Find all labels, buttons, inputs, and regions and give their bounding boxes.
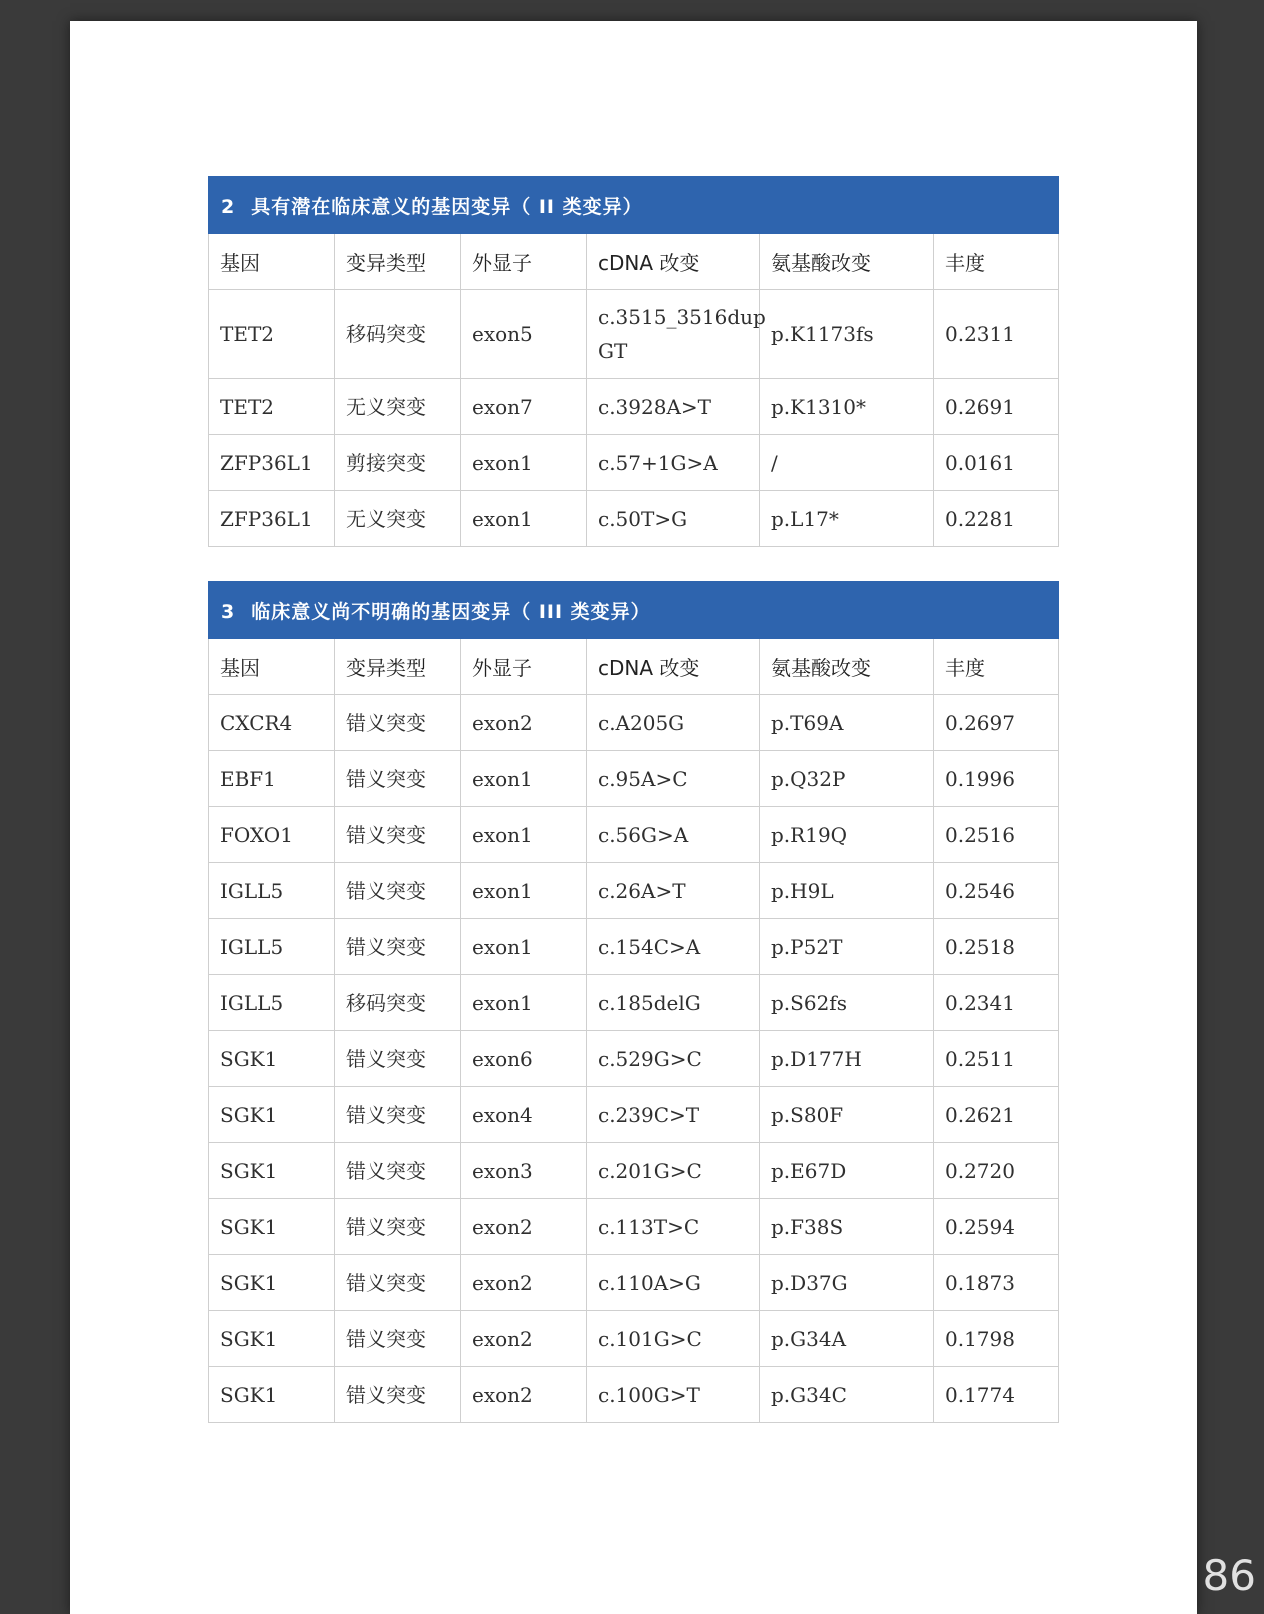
exon-cell: exon7 <box>461 379 587 435</box>
exon-cell: exon5 <box>461 290 587 379</box>
gene-cell: SGK1 <box>209 1087 335 1143</box>
table-row <box>209 379 1059 435</box>
abundance-cell: 0.2518 <box>934 919 1059 975</box>
watermark: 86 <box>1202 1551 1256 1600</box>
amino-acid-change-cell: p.G34A <box>760 1311 934 1367</box>
cdna-change-cell: c.100G>T <box>587 1367 760 1423</box>
table-body <box>209 695 1059 1423</box>
table-row <box>209 863 1059 919</box>
amino-acid-change-cell: p.T69A <box>760 695 934 751</box>
gene-cell: ZFP36L1 <box>209 435 335 491</box>
amino-acid-change-cell: p.S80F <box>760 1087 934 1143</box>
cdna-change-cell: c.113T>C <box>587 1199 760 1255</box>
amino-acid-change-cell: p.L17* <box>760 491 934 547</box>
amino-acid-change-cell: p.P52T <box>760 919 934 975</box>
exon-cell: exon1 <box>461 975 587 1031</box>
variant-type-cell: 错义突变 <box>335 1255 461 1311</box>
header-cdna-change: cDNA 改变 <box>587 639 760 695</box>
cdna-change-cell: c.26A>T <box>587 863 760 919</box>
amino-acid-change-cell: p.Q32P <box>760 751 934 807</box>
cdna-change-cell: c.56G>A <box>587 807 760 863</box>
variant-type-cell: 错义突变 <box>335 695 461 751</box>
header-cdna-change: cDNA 改变 <box>587 234 760 290</box>
abundance-cell: 0.2720 <box>934 1143 1059 1199</box>
header-abundance: 丰度 <box>934 234 1059 290</box>
table-row <box>209 1087 1059 1143</box>
gene-cell: FOXO1 <box>209 807 335 863</box>
header-exon: 外显子 <box>461 234 587 290</box>
variant-type-cell: 错义突变 <box>335 1367 461 1423</box>
gene-cell: SGK1 <box>209 1143 335 1199</box>
column-header-row <box>209 639 1059 695</box>
amino-acid-change-cell: p.F38S <box>760 1199 934 1255</box>
abundance-cell: 0.2341 <box>934 975 1059 1031</box>
header-variant-type: 变异类型 <box>335 234 461 290</box>
header-exon: 外显子 <box>461 639 587 695</box>
table-row <box>209 1311 1059 1367</box>
table-row <box>209 1031 1059 1087</box>
cdna-change-cell: c.185delG <box>587 975 760 1031</box>
abundance-cell: 0.2281 <box>934 491 1059 547</box>
exon-cell: exon6 <box>461 1031 587 1087</box>
gene-cell: SGK1 <box>209 1311 335 1367</box>
variant-type-cell: 剪接突变 <box>335 435 461 491</box>
document-page <box>70 21 1197 1614</box>
cdna-change-cell: c.3928A>T <box>587 379 760 435</box>
gene-cell: IGLL5 <box>209 975 335 1031</box>
amino-acid-change-cell: p.D37G <box>760 1255 934 1311</box>
abundance-cell: 0.2546 <box>934 863 1059 919</box>
section-number: 2 <box>221 195 236 218</box>
gene-cell: ZFP36L1 <box>209 491 335 547</box>
exon-cell: exon2 <box>461 1255 587 1311</box>
abundance-cell: 0.1798 <box>934 1311 1059 1367</box>
table-row <box>209 1367 1059 1423</box>
exon-cell: exon2 <box>461 695 587 751</box>
gene-cell: SGK1 <box>209 1367 335 1423</box>
amino-acid-change-cell: p.E67D <box>760 1143 934 1199</box>
cdna-change-cell: c.101G>C <box>587 1311 760 1367</box>
header-variant-type: 变异类型 <box>335 639 461 695</box>
amino-acid-change-cell: p.S62fs <box>760 975 934 1031</box>
header-gene: 基因 <box>209 234 335 290</box>
abundance-cell: 0.2621 <box>934 1087 1059 1143</box>
amino-acid-change-cell: p.H9L <box>760 863 934 919</box>
exon-cell: exon1 <box>461 435 587 491</box>
table-row <box>209 1143 1059 1199</box>
cdna-change-cell: c.3515_3516dup GT <box>587 290 760 379</box>
section-title <box>209 177 1059 234</box>
gene-cell: TET2 <box>209 379 335 435</box>
class-ii-variants-table <box>208 176 1059 547</box>
abundance-cell: 0.2697 <box>934 695 1059 751</box>
abundance-cell: 0.0161 <box>934 435 1059 491</box>
abundance-cell: 0.2594 <box>934 1199 1059 1255</box>
table-row <box>209 919 1059 975</box>
abundance-cell: 0.2691 <box>934 379 1059 435</box>
exon-cell: exon1 <box>461 919 587 975</box>
variant-type-cell: 错义突变 <box>335 751 461 807</box>
cdna-change-cell: c.154C>A <box>587 919 760 975</box>
gene-cell: SGK1 <box>209 1031 335 1087</box>
exon-cell: exon2 <box>461 1199 587 1255</box>
variant-type-cell: 无义突变 <box>335 491 461 547</box>
variant-type-cell: 移码突变 <box>335 290 461 379</box>
cdna-change-cell: c.529G>C <box>587 1031 760 1087</box>
exon-cell: exon1 <box>461 491 587 547</box>
table-row <box>209 807 1059 863</box>
exon-cell: exon3 <box>461 1143 587 1199</box>
cdna-change-cell: c.239C>T <box>587 1087 760 1143</box>
gene-cell: SGK1 <box>209 1255 335 1311</box>
column-header-row <box>209 234 1059 290</box>
table-row <box>209 1255 1059 1311</box>
table-row <box>209 975 1059 1031</box>
exon-cell: exon1 <box>461 807 587 863</box>
header-amino-acid-change: 氨基酸改变 <box>760 234 934 290</box>
abundance-cell: 0.1996 <box>934 751 1059 807</box>
section-title-text: 临床意义尚不明确的基因变异（ III 类变异） <box>251 600 651 623</box>
table-row <box>209 290 1059 379</box>
variant-type-cell: 移码突变 <box>335 975 461 1031</box>
cdna-change-cell: c.110A>G <box>587 1255 760 1311</box>
variant-type-cell: 无义突变 <box>335 379 461 435</box>
section-title-row <box>209 177 1059 234</box>
amino-acid-change-cell: p.K1173fs <box>760 290 934 379</box>
cdna-change-cell: c.201G>C <box>587 1143 760 1199</box>
variant-type-cell: 错义突变 <box>335 919 461 975</box>
header-gene: 基因 <box>209 639 335 695</box>
variant-type-cell: 错义突变 <box>335 1087 461 1143</box>
abundance-cell: 0.2511 <box>934 1031 1059 1087</box>
amino-acid-change-cell: p.D177H <box>760 1031 934 1087</box>
table-body <box>209 290 1059 547</box>
table-row <box>209 491 1059 547</box>
variant-type-cell: 错义突变 <box>335 1031 461 1087</box>
gene-cell: CXCR4 <box>209 695 335 751</box>
header-abundance: 丰度 <box>934 639 1059 695</box>
table-row <box>209 751 1059 807</box>
variant-type-cell: 错义突变 <box>335 1311 461 1367</box>
section-title-row <box>209 582 1059 639</box>
cdna-change-cell: c.57+1G>A <box>587 435 760 491</box>
cdna-change-cell: c.A205G <box>587 695 760 751</box>
section-number: 3 <box>221 600 236 623</box>
amino-acid-change-cell: / <box>760 435 934 491</box>
cdna-change-cell: c.50T>G <box>587 491 760 547</box>
gene-cell: IGLL5 <box>209 919 335 975</box>
variant-type-cell: 错义突变 <box>335 1143 461 1199</box>
abundance-cell: 0.1873 <box>934 1255 1059 1311</box>
table-row <box>209 435 1059 491</box>
section-title <box>209 582 1059 639</box>
cdna-change-cell: c.95A>C <box>587 751 760 807</box>
exon-cell: exon2 <box>461 1367 587 1423</box>
exon-cell: exon4 <box>461 1087 587 1143</box>
abundance-cell: 0.1774 <box>934 1367 1059 1423</box>
amino-acid-change-cell: p.K1310* <box>760 379 934 435</box>
gene-cell: TET2 <box>209 290 335 379</box>
gene-cell: IGLL5 <box>209 863 335 919</box>
header-amino-acid-change: 氨基酸改变 <box>760 639 934 695</box>
amino-acid-change-cell: p.G34C <box>760 1367 934 1423</box>
exon-cell: exon2 <box>461 1311 587 1367</box>
exon-cell: exon1 <box>461 863 587 919</box>
exon-cell: exon1 <box>461 751 587 807</box>
class-iii-variants-table <box>208 581 1059 1423</box>
table-row <box>209 1199 1059 1255</box>
section-title-text: 具有潜在临床意义的基因变异（ II 类变异） <box>251 195 643 218</box>
variant-type-cell: 错义突变 <box>335 863 461 919</box>
gene-cell: EBF1 <box>209 751 335 807</box>
table-row <box>209 695 1059 751</box>
abundance-cell: 0.2311 <box>934 290 1059 379</box>
gene-cell: SGK1 <box>209 1199 335 1255</box>
variant-type-cell: 错义突变 <box>335 807 461 863</box>
amino-acid-change-cell: p.R19Q <box>760 807 934 863</box>
abundance-cell: 0.2516 <box>934 807 1059 863</box>
variant-type-cell: 错义突变 <box>335 1199 461 1255</box>
